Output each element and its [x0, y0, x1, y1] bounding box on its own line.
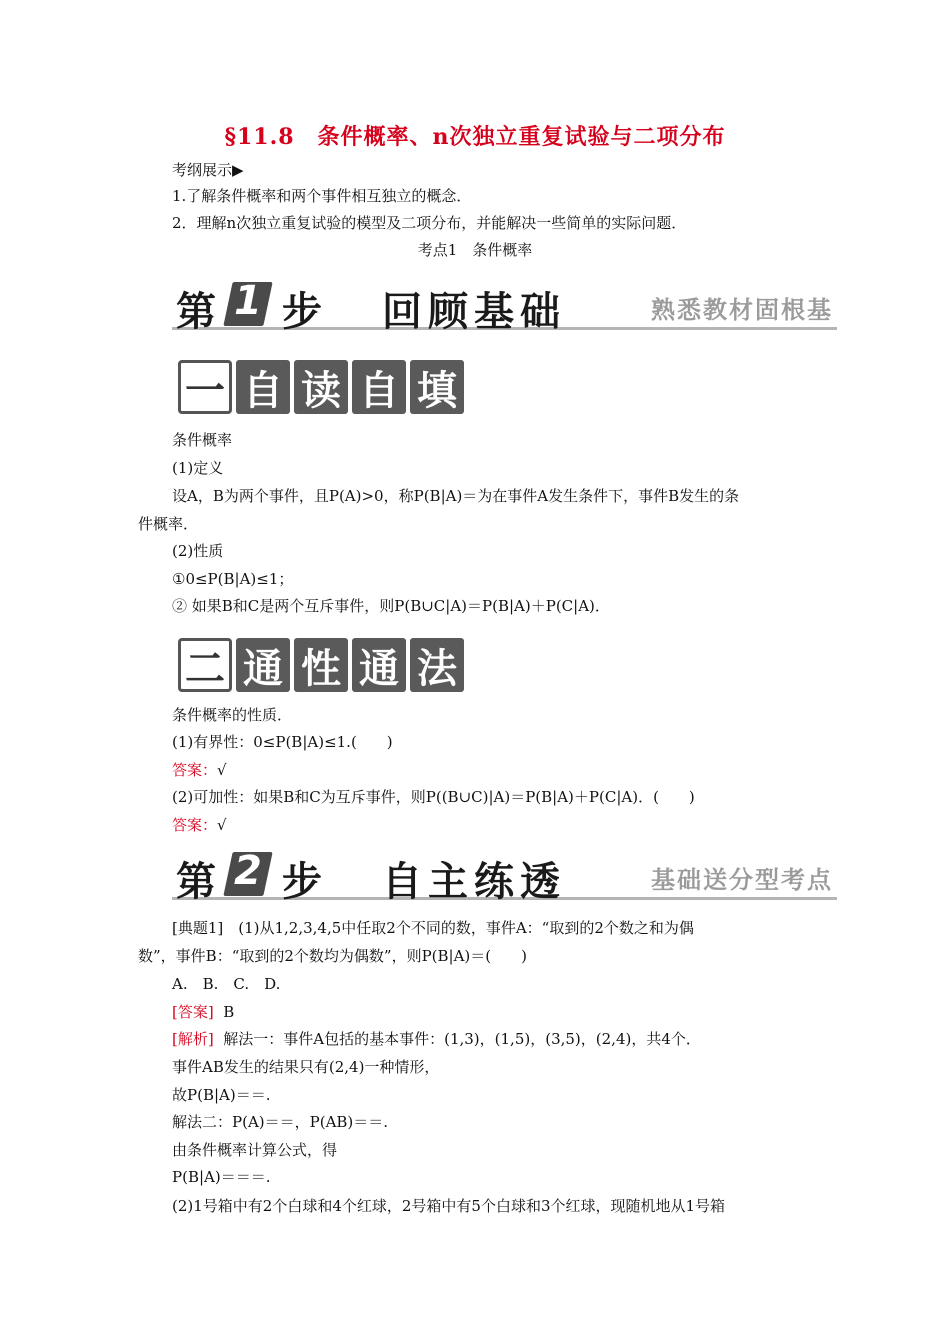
example-analysis-label: [解析]: [172, 1030, 214, 1048]
block1-char-2: 自: [236, 360, 290, 414]
practice-q1: (1)有界性：0≤P(B|A)≤1.( ): [172, 733, 393, 751]
page-title: §11.8 条件概率、n次独立重复试验与二项分布: [224, 124, 726, 150]
step1-number: 1: [234, 278, 262, 324]
practice-a1-label: 答案：: [172, 761, 218, 779]
concept-heading: 条件概率: [172, 431, 233, 449]
example-analysis-1: 解法一：事件A包括的基本事件：(1,3)，(1,5)，(3,5)，(2,4)，共4个．: [223, 1030, 701, 1048]
example-line-formula: 由条件概率计算公式，得: [172, 1141, 338, 1159]
step1-di: 第: [176, 289, 216, 335]
block1-char-5: 填: [410, 360, 464, 414]
block2-heading: [178, 638, 468, 692]
step2-bu: 步: [282, 859, 322, 905]
step2-number: 2: [234, 848, 262, 894]
block2-char-2: 通: [236, 638, 290, 692]
outline-item-1: 1.了解条件概率和两个事件相互独立的概念．: [172, 187, 472, 205]
example-answer: [172, 1002, 234, 1022]
concept-def-line1: 设A，B为两个事件，且P(A)>0，称P(B|A)＝为在事件A发生条件下，事件B发生的条: [172, 487, 740, 505]
kaodian-heading: 考点1 条件概率: [417, 241, 533, 259]
block1-char-3: 读: [294, 360, 348, 414]
example-line2: 数”，事件B：“取到的2个数均为偶数”，则P(B|A)＝( ): [138, 947, 527, 965]
block2-char-4: 通: [352, 638, 406, 692]
block1-char-4: 自: [352, 360, 406, 414]
outline-label: 考纲展示▶: [172, 161, 244, 179]
example-answer-value: B: [223, 1003, 235, 1021]
example-analysis: [172, 1029, 701, 1049]
concept-def-label: (1)定义: [172, 459, 224, 477]
step2-name: 自主练透: [382, 859, 566, 905]
practice-a2-label: 答案：: [172, 816, 218, 834]
block2-char-1: 二: [178, 638, 232, 692]
step1-bu: 步: [282, 289, 322, 335]
practice-q2: (2)可加性：如果B和C为互斥事件，则P((B∪C)|A)＝P(B|A)＋P(C|A)．( ): [172, 788, 695, 806]
block1-heading: [178, 360, 468, 414]
example-line1: [典题1] (1)从1,2,3,4,5中任取2个不同的数，事件A：“取到的2个数之和为偶: [172, 919, 694, 937]
block1-char-1: 一: [178, 360, 232, 414]
practice-a2: [172, 815, 227, 835]
example-line-m2: 解法二：P(A)＝＝，P(AB)＝＝.: [172, 1113, 389, 1131]
step1-name: 回顾基础: [382, 289, 566, 335]
step2-tag: 基础送分型考点: [651, 866, 833, 894]
step1-tag: 熟悉教材固根基: [651, 296, 833, 324]
practice-a1-value: √: [217, 761, 227, 779]
example-options: A. B. C. D.: [172, 975, 281, 993]
concept-prop2: ② 如果B和C是两个互斥事件，则P(B∪C|A)＝P(B|A)＋P(C|A)．: [172, 597, 610, 615]
concept-prop-label: (2)性质: [172, 542, 224, 560]
concept-def-line2: 件概率．: [138, 515, 199, 533]
step1-banner: [172, 276, 837, 336]
block2-char-3: 性: [294, 638, 348, 692]
step2-banner: [172, 846, 837, 906]
practice-a1: [172, 760, 227, 780]
block2-char-5: 法: [410, 638, 464, 692]
example-answer-label: [答案]: [172, 1003, 214, 1021]
example-line-gu: 故P(B|A)＝＝.: [172, 1086, 271, 1104]
example-line-result: P(B|A)＝＝＝.: [172, 1168, 271, 1186]
example-line-ab: 事件AB发生的结果只有(2,4)一种情形，: [172, 1058, 440, 1076]
example-line-q2: (2)1号箱中有2个白球和4个红球，2号箱中有5个白球和3个红球，现随机地从1号箱: [172, 1197, 726, 1215]
concept-prop1: ①0≤P(B|A)≤1；: [172, 570, 294, 588]
outline-item-2: 2．理解n次独立重复试验的模型及二项分布，并能解决一些简单的实际问题．: [172, 214, 687, 232]
step2-di: 第: [176, 859, 216, 905]
practice-heading: 条件概率的性质．: [172, 706, 293, 724]
practice-a2-value: √: [217, 816, 227, 834]
